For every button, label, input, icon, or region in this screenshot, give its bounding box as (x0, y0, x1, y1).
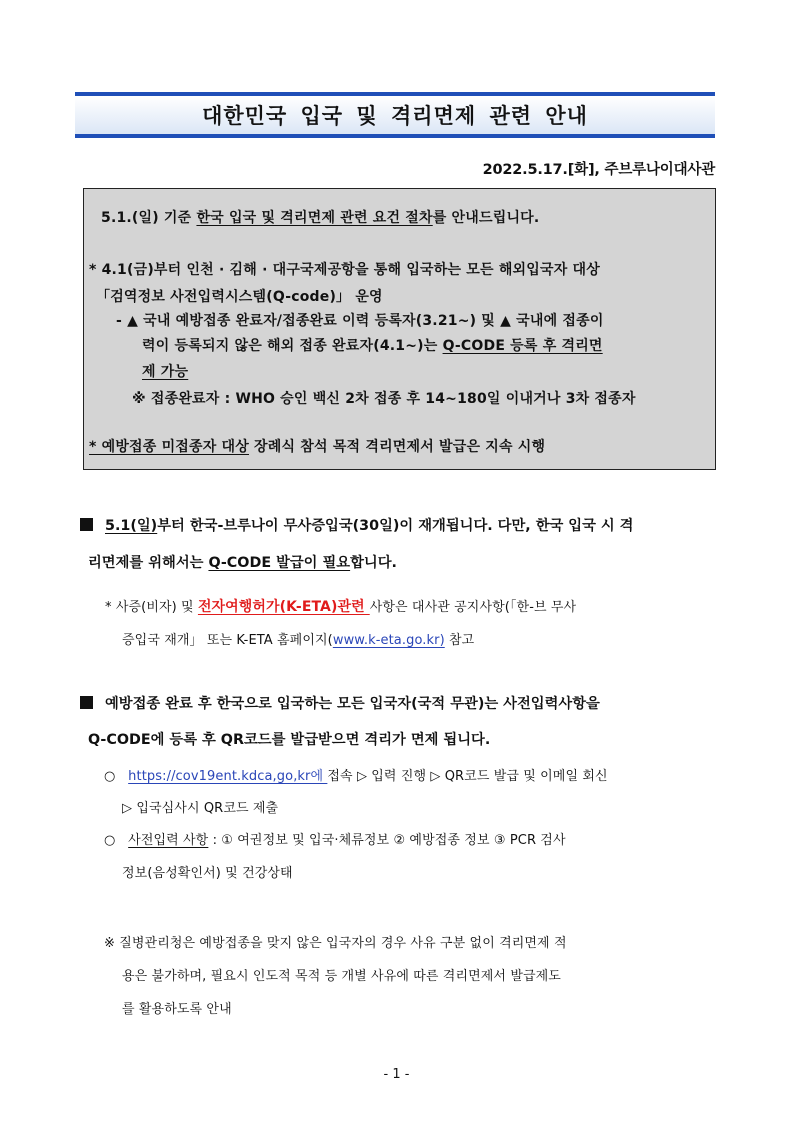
qcode-bullet-1-line-2: ▷ 입국심사시 QR코드 제출 (122, 801, 279, 816)
summary-intro-pre: 5.1.(일) 기준 (101, 210, 197, 226)
date-line: 2022.5.17.[화], 주브루나이대사관 (482, 162, 715, 178)
qcode-bullet-1-text: 접속 ▷ 입력 진행 ▷ QR코드 발급 및 이메일 회신 (327, 769, 608, 784)
notice-line-3: 를 활용하도록 안내 (122, 1002, 232, 1017)
summary-box (83, 188, 716, 470)
section1-line-1-text: 부터 한국-브루나이 무사증입국(30일)이 재개됩니다. 다만, 한국 입국 시 격 (157, 518, 634, 534)
summary-line-7-post: 장례식 참석 목적 격리면제서 발급은 지속 시행 (248, 439, 546, 455)
section1-date: 5.1(일) (105, 518, 158, 534)
section1-line-1 (80, 515, 634, 535)
summary-line-4-underlined: Q-CODE 등록 후 격리면 (442, 338, 603, 354)
summary-line-5-underlined: 제 가능 (142, 364, 189, 380)
summary-intro (101, 207, 539, 227)
note1-pre: * 사증(비자) 및 (105, 600, 198, 615)
k-eta-highlight: 전자여행허가(K-ETA)관련 (197, 599, 370, 615)
qcode-bullet-2-underlined: 사전입력 사항 (128, 833, 209, 848)
qcode-site-link[interactable]: https://cov19ent.kdca,go,kr에 (128, 769, 328, 784)
summary-line-5 (142, 361, 188, 381)
note2-post: 참고 (444, 633, 475, 648)
summary-line-2: 「검역정보 사전입력시스템(Q-code)」 운영 (96, 289, 383, 305)
note1-post: 사항은 대사관 공지사항(「한-브 무사 (369, 600, 577, 615)
note2-pre: 증입국 재개」 또는 K-ETA 홈페이지( (122, 633, 333, 648)
circle-bullet-icon: ○ (104, 769, 116, 784)
section2-line-1-text: 예방접종 완료 후 한국으로 입국하는 모든 입국자(국적 무관)는 사전입력사항을 (105, 696, 600, 712)
summary-line-7-underlined: * 예방접종 미접종자 대상 (89, 439, 249, 455)
section1-line-2-pre: 리면제를 위해서는 (88, 555, 209, 571)
summary-line-1: * 4.1(금)부터 인천 · 김해 · 대구국제공항을 통해 입국하는 모든 해외입국자 대상 (89, 262, 600, 278)
page-title: 대한민국 입국 및 격리면제 관련 안내 (202, 104, 588, 128)
square-bullet-icon (80, 518, 93, 531)
qcode-bullet-2-line-2: 정보(음성확인서) 및 건강상태 (122, 866, 293, 881)
k-eta-link[interactable]: www.k-eta.go.kr) (332, 633, 445, 648)
section2-line-2: Q-CODE에 등록 후 QR코드를 발급받으면 격리가 면제 됩니다. (88, 732, 491, 748)
qcode-bullet-2-text: : ① 여권정보 및 입국·체류정보 ② 예방접종 정보 ③ PCR 검사 (208, 833, 566, 848)
section1-line-2 (88, 552, 397, 572)
section1-note-line-2 (122, 629, 474, 648)
summary-line-6: ※ 접종완료자 : WHO 승인 백신 2차 접종 후 14~180일 이내거나 3차 접종자 (132, 391, 636, 407)
section1-line-2-post: 합니다. (350, 555, 397, 571)
qcode-bullet-2 (104, 829, 566, 848)
summary-intro-post: 를 안내드립니다. (432, 210, 540, 226)
notice-line-2: 용은 불가하며, 필요시 인도적 목적 등 개별 사유에 따른 격리면제서 발급제도 (122, 969, 561, 984)
notice-line-1: ※ 질병관리청은 예방접종을 맞지 않은 입국자의 경우 사유 구분 없이 격리면제 적 (104, 936, 567, 951)
section1-line-2-underlined: Q-CODE 발급이 필요 (208, 555, 351, 571)
summary-line-3: - ▲ 국내 예방접종 완료자/접종완료 이력 등록자(3.21~) 및 ▲ 국내에 접종이 (116, 313, 604, 329)
section2-line-1 (80, 693, 600, 713)
circle-bullet-icon: ○ (104, 833, 116, 848)
summary-line-4 (142, 335, 603, 355)
qcode-bullet-1 (104, 765, 608, 784)
summary-line-7 (89, 436, 545, 456)
title-banner (75, 92, 715, 138)
summary-intro-underlined: 한국 입국 및 격리면제 관련 요건 절차 (196, 210, 433, 226)
section1-note-line-1 (105, 596, 576, 616)
summary-line-4-pre: 력이 등록되지 않은 해외 접종 완료자(4.1~)는 (142, 338, 443, 354)
page-number: - 1 - (383, 1067, 410, 1082)
square-bullet-icon (80, 696, 93, 709)
